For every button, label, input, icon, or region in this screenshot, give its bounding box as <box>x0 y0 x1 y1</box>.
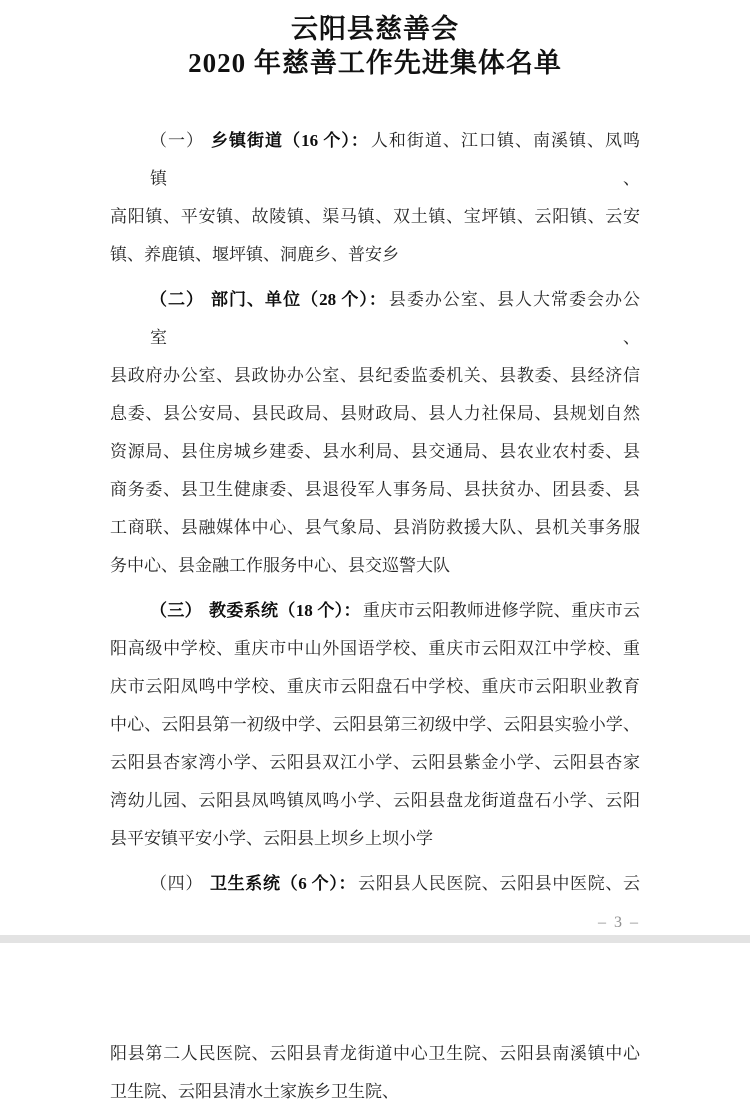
page-body <box>0 122 750 903</box>
list-text: 县委办公室、县人大常委会办公室、 <box>150 290 641 347</box>
text-line: 镇、养鹿镇、堰坪镇、洞鹿乡、普安乡 <box>110 245 399 264</box>
text-line: 务中心、县金融工作服务中心、县交巡警大队 <box>110 556 450 575</box>
text-line: 卫生院、云阳县清水土家族乡卫生院、 <box>110 1082 399 1101</box>
section-heading: 教委系统（18 个）： <box>209 601 361 620</box>
paragraph-townships <box>110 122 640 274</box>
page-body <box>0 1035 750 1111</box>
section-heading: 部门、单位（28 个）： <box>211 290 387 309</box>
text-line: 工商联、县融媒体中心、县气象局、县消防救援大队、县机关事务服 <box>110 518 640 537</box>
text-line: 商务委、县卫生健康委、县退役军人事务局、县扶贫办、团县委、县 <box>110 480 640 499</box>
document-page-4 <box>0 943 750 1102</box>
text-line: 县政府办公室、县政协办公室、县纪委监委机关、县教委、县经济信 <box>110 366 640 385</box>
paragraph-departments <box>110 281 640 585</box>
page-number: – 3 – <box>598 914 640 931</box>
text-line <box>110 281 640 357</box>
text-line: 云阳县杏家湾小学、云阳县双江小学、云阳县紫金小学、云阳县杏家 <box>110 753 640 772</box>
text-line: 息委、县公安局、县民政局、县财政局、县人力社保局、县规划自然 <box>110 404 640 423</box>
paragraph-health-system <box>110 865 640 903</box>
text-line <box>110 865 640 903</box>
list-text: 重庆市云阳教师进修学院、重庆市云 <box>362 601 641 620</box>
item-number-label: （一） <box>150 131 205 150</box>
paragraph-education-system <box>110 592 640 858</box>
page-separator <box>0 935 750 943</box>
text-line <box>110 592 640 630</box>
section-heading: 乡镇街道（16 个）： <box>211 131 369 150</box>
document-title <box>0 0 750 80</box>
text-line: 庆市云阳凤鸣中学校、重庆市云阳盘石中学校、重庆市云阳职业教育 <box>110 677 640 696</box>
list-text: 人和街道、江口镇、南溪镇、凤鸣镇、 <box>150 131 641 188</box>
title-line-1: 云阳县慈善会 <box>291 14 459 44</box>
text-line: 阳县第二人民医院、云阳县青龙街道中心卫生院、云阳县南溪镇中心 <box>110 1044 640 1063</box>
title-line-2: 2020 年慈善工作先进集体名单 <box>188 48 562 78</box>
text-line: 县平安镇平安小学、云阳县上坝乡上坝小学 <box>110 829 433 848</box>
text-line: 阳高级中学校、重庆市中山外国语学校、重庆市云阳双江中学校、重 <box>110 639 640 658</box>
item-number-label: （三） <box>150 601 203 620</box>
text-line <box>110 122 640 198</box>
text-line: 湾幼儿园、云阳县凤鸣镇凤鸣小学、云阳县盘龙街道盘石小学、云阳 <box>110 791 640 810</box>
section-heading: 卫生系统（6 个）： <box>209 874 357 893</box>
text-line: 高阳镇、平安镇、故陵镇、渠马镇、双土镇、宝坪镇、云阳镇、云安 <box>110 207 640 226</box>
text-line: 资源局、县住房城乡建委、县水利局、县交通局、县农业农村委、县 <box>110 442 640 461</box>
item-number-label: （四） <box>150 874 203 893</box>
item-number-label: （二） <box>150 290 205 309</box>
paragraph-health-system-continued <box>110 1035 640 1111</box>
list-text: 云阳县人民医院、云阳县中医院、云 <box>358 874 641 893</box>
text-line: 中心、云阳县第一初级中学、云阳县第三初级中学、云阳县实验小学、 <box>110 715 640 734</box>
